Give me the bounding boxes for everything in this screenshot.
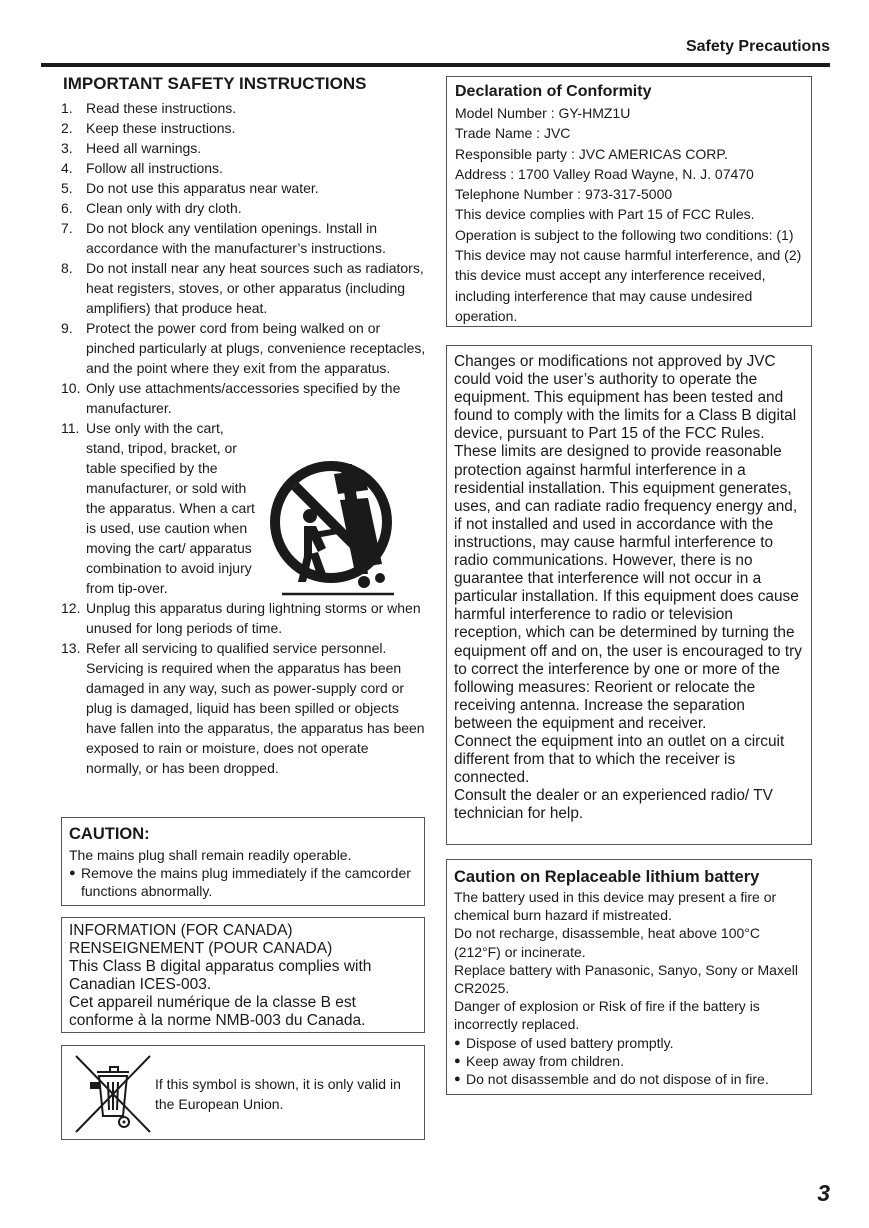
list-item xyxy=(61,198,427,218)
bullet-text: Do not disassemble and do not dispose of in fire. xyxy=(466,1071,769,1088)
weee-notice-box xyxy=(61,1045,425,1140)
list-item xyxy=(61,158,427,178)
item-text: Follow all instructions. xyxy=(86,160,223,176)
declaration-title: Declaration of Conformity xyxy=(455,83,652,100)
canada-line: This Class B digital apparatus complies with Canadian ICES-003. xyxy=(69,958,372,993)
item-text: Clean only with dry cloth. xyxy=(86,200,242,216)
bullet-icon: ● xyxy=(454,1073,461,1086)
cart-tipover-warning-icon xyxy=(264,446,402,604)
item-number: 12. xyxy=(61,600,81,616)
list-item xyxy=(61,258,427,318)
item-text: Do not block any ventilation openings. Install in accordance with the manufacturer’s instructions. xyxy=(86,220,386,256)
declaration-of-conformity-box xyxy=(446,76,812,327)
list-item xyxy=(61,598,427,638)
list-item xyxy=(61,378,427,418)
item-text: Read these instructions. xyxy=(86,100,237,116)
item-text: Refer all servicing to qualified service personnel. Servicing is required when the apparatus has been damaged in any way, such as power-supply cord or plug is damaged, liquid has been spilled or objects have fallen into the apparatus, the apparatus has been exposed to rain or moisture, does not operate normally, or has been dropped. xyxy=(86,640,425,776)
item-text: Keep these instructions. xyxy=(86,120,236,136)
lithium-battery-caution-box xyxy=(446,859,812,1095)
fcc-paragraph: Changes or modifications not approved by JVC could void the user’s authority to operate the equipment. This equipment has been tested and found to comply with the limits for a Class B digital device, pursuant to Part 15 of the FCC Rules. These limits are designed to provide reasonable protection against harmful interference in a residential installation. This equipment generates, uses, and can radiate radio frequency energy and, if not installed and used in accordance with the instructions, may cause harmful interference to radio communications. However, there is no guarantee that interference will not occur in a particular installation. If this equipment does cause harmful interference to radio or television reception, which can be determined by turning the equipment off and on, the user is encouraged to try to correct the interference by one or more of the following measures: Reorient or relocate the receiving antenna. Increase the separation between the equipment and receiver. xyxy=(454,353,802,732)
declaration-line: Address : 1700 Valley Road Wayne, N. J. 07470 xyxy=(455,165,754,182)
item-text: Unplug this apparatus during lightning storms or when unused for long periods of time. xyxy=(86,600,421,636)
item-number: 9. xyxy=(61,320,73,336)
lithium-paragraph: The battery used in this device may present a fire or chemical burn hazard if mistreated. xyxy=(454,889,777,924)
item-text: Do not use this apparatus near water. xyxy=(86,180,319,196)
list-item xyxy=(61,318,427,378)
bullet-icon: ● xyxy=(69,867,76,879)
item-text: Only use attachments/accessories specified by the manufacturer. xyxy=(86,380,401,416)
header-rule xyxy=(41,63,830,67)
item-text: Heed all warnings. xyxy=(86,140,202,156)
canada-line: RENSEIGNEMENT (POUR CANADA) xyxy=(69,940,333,957)
section-title: IMPORTANT SAFETY INSTRUCTIONS xyxy=(63,74,367,93)
declaration-line: Responsible party : JVC AMERICAS CORP. xyxy=(455,145,728,162)
declaration-line: This device complies with Part 15 of FCC Rules. Operation is subject to the following two conditions: (1) This device may not cause harmful interference, and (2) this device must accept any interference received, including interference that may cause undesired operation. xyxy=(455,206,802,324)
bullet-icon: ● xyxy=(454,1036,461,1049)
item-number: 3. xyxy=(61,140,73,156)
bullet-text: Dispose of used battery promptly. xyxy=(466,1034,674,1051)
list-item xyxy=(61,98,427,118)
declaration-line: Trade Name : JVC xyxy=(455,125,571,142)
list-item xyxy=(61,638,427,778)
caution-box xyxy=(61,817,425,906)
caution-title: CAUTION: xyxy=(69,825,150,843)
list-item xyxy=(454,1034,804,1052)
list-item xyxy=(69,864,417,900)
canada-information-box xyxy=(61,917,425,1033)
bullet-text: Keep away from children. xyxy=(466,1052,624,1069)
item-number: 6. xyxy=(61,200,73,216)
item-text: Protect the power cord from being walked on or pinched particularly at plugs, convenience receptacles, and the point where they exit from the apparatus. xyxy=(86,320,426,376)
lithium-paragraph: Replace battery with Panasonic, Sanyo, Sony or Maxell CR2025. xyxy=(454,961,798,997)
list-item xyxy=(61,178,427,198)
important-safety-instructions xyxy=(61,74,427,778)
lithium-title: Caution on Replaceable lithium battery xyxy=(454,868,760,886)
caution-line: The mains plug shall remain readily operable. xyxy=(69,847,352,863)
item-number: 7. xyxy=(61,220,73,236)
list-item xyxy=(61,218,427,258)
item-text: Do not install near any heat sources such as radiators, heat registers, stoves, or other apparatus (including amplifiers) that produce heat. xyxy=(86,260,424,316)
page-number: 3 xyxy=(817,1180,830,1206)
list-item xyxy=(61,138,427,158)
item-number: 1. xyxy=(61,100,73,116)
item-number: 13. xyxy=(61,640,81,656)
bullet-text: Remove the mains plug immediately if the camcorder functions abnormally. xyxy=(81,865,411,899)
declaration-line: Telephone Number : 973-317-5000 xyxy=(455,186,673,203)
item-text: Use only with the cart, stand, tripod, bracket, or table specified by the manufacturer, or sold with the apparatus. When a cart is used, use caution when moving the cart/ apparatus combination to avoid injury from tip-over. xyxy=(86,420,255,596)
instruction-list xyxy=(61,98,427,778)
canada-line: INFORMATION (FOR CANADA) xyxy=(69,922,293,939)
list-item xyxy=(454,1052,804,1070)
lithium-paragraph: Danger of explosion or Risk of fire if the battery is incorrectly replaced. xyxy=(454,998,760,1033)
item-number: 11. xyxy=(61,420,80,436)
crossed-out-wheeled-bin-icon xyxy=(70,1052,154,1136)
canada-line: Cet appareil numérique de la classe B est conforme à la norme NMB-003 du Canada. xyxy=(69,994,366,1029)
declaration-line: Model Number : GY-HMZ1U xyxy=(455,105,631,121)
item-number: 8. xyxy=(61,260,73,276)
fcc-paragraph: Connect the equipment into an outlet on a circuit different from that to which the receiver is connected. xyxy=(454,732,785,787)
item-number: 4. xyxy=(61,160,73,176)
lithium-paragraph: Do not recharge, disassemble, heat above 100°C (212°F) or incinerate. xyxy=(454,925,761,960)
weee-text: If this symbol is shown, it is only valid in the European Union. xyxy=(155,1076,401,1112)
list-item xyxy=(454,1070,804,1088)
item-number: 5. xyxy=(61,180,73,196)
item-number: 10. xyxy=(61,380,81,396)
fcc-notice-box xyxy=(446,345,812,845)
item-number: 2. xyxy=(61,120,73,136)
bullet-icon: ● xyxy=(454,1054,461,1067)
page-header-title: Safety Precautions xyxy=(685,38,830,55)
list-item xyxy=(61,118,427,138)
fcc-paragraph: Consult the dealer or an experienced radio/ TV technician for help. xyxy=(454,787,773,823)
